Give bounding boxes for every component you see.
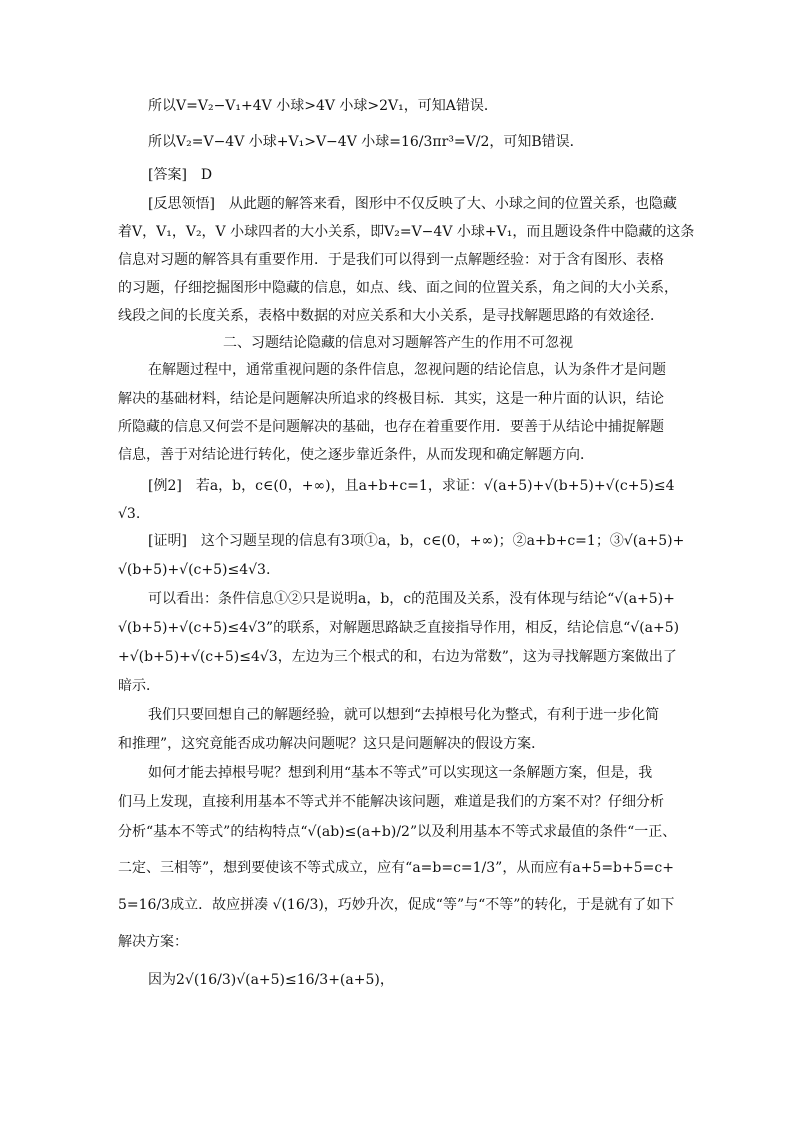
text-line: 分析“基本不等式”的结构特点“√(ab)≤(a+b)/2”以及利用基本不等式求最值的条件“一正、 [118, 824, 677, 840]
text-line: 因为2√(16/3)√(a+5)≤16/3+(a+5)， [148, 972, 394, 988]
text-line: 解决的基础材料，结论是问题解决所追求的终极目标．其实，这是一种片面的认识，结论 [118, 391, 664, 407]
text-line: 所隐藏的信息又何尝不是问题解决的基础，也存在着重要作用．要善于从结论中捕捉解题 [118, 419, 664, 435]
text-line: 线段之间的长度关系，表格中数据的对应关系和大小关系，是寻找解题思路的有效途径． [118, 308, 664, 324]
text-line: 5=16/3成立．故应拼凑 √(16/3)，巧妙升次，促成“等”与“不等”的转化，于是就有了如下 [118, 897, 675, 913]
section-heading: 二、习题结论隐藏的信息对习题解答产生的作用不可忽视 [223, 335, 573, 351]
text-line: 所以V₂=V−4V 小球+V₁>V−4V 小球=16/3πr³=V/2，可知B错误． [148, 134, 584, 150]
text-line: 们马上发现，直接利用基本不等式并不能解决该问题，难道是我们的方案不对？仔细分析 [118, 794, 664, 810]
text-line: +√(b+5)+√(c+5)≤4√3，左边为三个根式的和，右边为常数”，这为寻找解题方案做出了 [118, 649, 677, 665]
text-line: 可以看出：条件信息①②只是说明a，b，c的范围及关系，没有体现与结论“√(a+5)+ [148, 591, 675, 607]
text-line: 着V，V₁，V₂，V 小球四者的大小关系，即V₂=V−4V 小球+V₁，而且题设条件中隐藏的这条 [118, 224, 695, 240]
text-line: √(b+5)+√(c+5)≤4√3”的联系，对解题思路缺乏直接指导作用，相反，结论信息“√(a+5) [118, 620, 680, 636]
example-line: [例2] 若a，b，c∈(0，+∞)，且a+b+c=1，求证：√(a+5)+√(b+5)+√(c+5)≤4 [148, 478, 675, 494]
text-line: 解决方案： [118, 934, 188, 950]
text-line: 二定、三相等”，想到要使该不等式成立，应有“a=b=c=1/3”，从而应有a+5=b+5=c+ [118, 860, 674, 876]
text-line: 信息对习题的解答具有重要作用．于是我们可以得到一点解题经验：对于含有图形、表格 [118, 252, 664, 268]
text-line: 信息，善于对结论进行转化，使之逐步靠近条件，从而发现和确定解题方向． [118, 447, 594, 463]
text-line: 暗示． [118, 678, 160, 694]
text-line: 和推理”，这究竟能否成功解决问题呢？这只是问题解决的假设方案． [118, 736, 546, 752]
text-line: √(b+5)+√(c+5)≤4√3. [118, 562, 271, 578]
proof-line: [证明] 这个习题呈现的信息有3项①a，b，c∈(0，+∞)；②a+b+c=1；③√(a+5)+ [148, 533, 685, 549]
text-line: 所以V=V₂−V₁+4V 小球>4V 小球>2V₁，可知A错误． [148, 98, 498, 114]
text-line: 的习题，仔细挖掘图形中隐藏的信息，如点、线、面之间的位置关系，角之间的大小关系， [118, 280, 678, 296]
text-line: √3. [118, 506, 141, 522]
text-line: [反思领悟] 从此题的解答来看，图形中不仅反映了大、小球之间的位置关系，也隐藏 [148, 196, 677, 212]
text-line: 我们只要回想自己的解题经验，就可以想到“去掉根号化为整式，有利于进一步化简 [148, 707, 660, 723]
text-line: 在解题过程中，通常重视问题的条件信息，忽视问题的结论信息，认为条件才是问题 [148, 362, 666, 378]
text-line: 如何才能去掉根号呢？想到利用“基本不等式”可以实现这一条解题方案，但是，我 [148, 765, 653, 781]
answer-line: [答案] D [148, 167, 213, 183]
